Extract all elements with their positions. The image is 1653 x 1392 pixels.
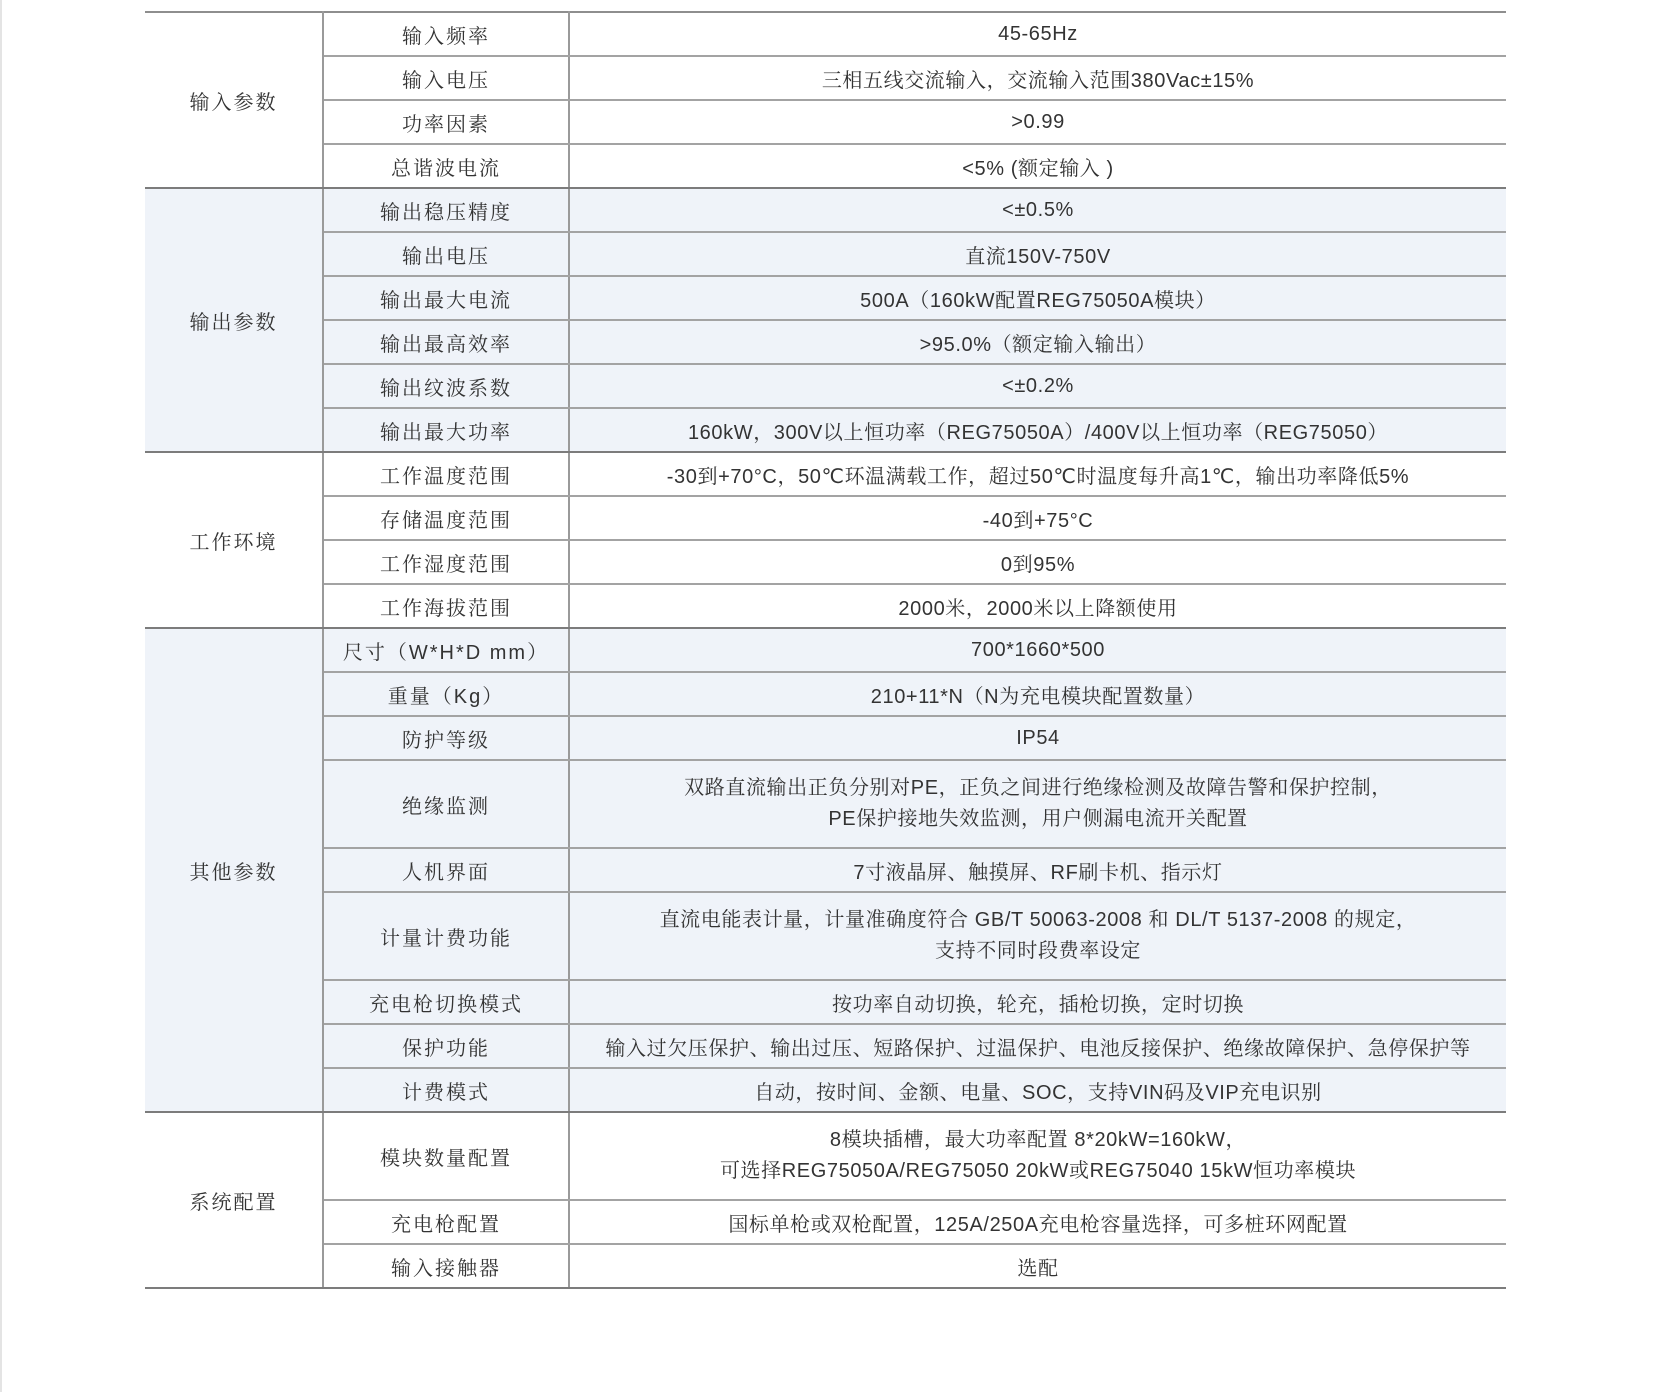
param-value: >95.0%（额定输入输出）: [569, 320, 1506, 364]
group-label: 其他参数: [145, 628, 323, 1112]
table-row: [145, 320, 1506, 364]
param-value-line: 可选择REG75050A/REG75050 20kW或REG75040 15kW恒功率模块: [719, 1160, 1357, 1182]
param-label: 充电枪配置: [323, 1200, 569, 1244]
table-row: [145, 1200, 1506, 1244]
table-row: [145, 276, 1506, 320]
group-label: 输入参数: [145, 12, 323, 188]
param-value-line: 双路直流输出正负分别对PE，正负之间进行绝缘检测及故障告警和保护控制，: [684, 777, 1392, 799]
param-label: 输出纹波系数: [323, 364, 569, 408]
param-value: >0.99: [569, 100, 1506, 144]
param-label: 充电枪切换模式: [323, 980, 569, 1024]
param-label: 输出电压: [323, 232, 569, 276]
param-label: 计量计费功能: [323, 892, 569, 980]
param-label: 输入频率: [323, 12, 569, 56]
table-row: [145, 232, 1506, 276]
table-row: [145, 584, 1506, 628]
param-value: 210+11*N（N为充电模块配置数量）: [569, 672, 1506, 716]
param-label: 输出最大电流: [323, 276, 569, 320]
table-row: [145, 144, 1506, 188]
param-value: 160kW，300V以上恒功率（REG75050A）/400V以上恒功率（REG75050）: [569, 408, 1506, 452]
param-value: 自动，按时间、金额、电量、SOC，支持VIN码及VIP充电识别: [569, 1068, 1506, 1112]
param-label: 重量（Kg）: [323, 672, 569, 716]
param-value: 45-65Hz: [569, 12, 1506, 56]
spec-table-body: [145, 12, 1506, 1288]
table-row: [145, 12, 1506, 56]
param-value-line: 支持不同时段费率设定: [935, 940, 1141, 962]
param-value: <±0.2%: [569, 364, 1506, 408]
table-row: [145, 452, 1506, 496]
param-label: 人机界面: [323, 848, 569, 892]
param-label: 输出稳压精度: [323, 188, 569, 232]
table-row: [145, 760, 1506, 848]
param-label: 绝缘监测: [323, 760, 569, 848]
table-row: [145, 496, 1506, 540]
param-value: 直流150V-750V: [569, 232, 1506, 276]
param-label: 计费模式: [323, 1068, 569, 1112]
table-row: [145, 188, 1506, 232]
param-label: 输出最大功率: [323, 408, 569, 452]
table-row: [145, 364, 1506, 408]
param-value: 2000米，2000米以上降额使用: [569, 584, 1506, 628]
param-value: <5% (额定输入 ): [569, 144, 1506, 188]
param-label: 输出最高效率: [323, 320, 569, 364]
table-row: [145, 540, 1506, 584]
spec-table-container: [145, 11, 1506, 1289]
param-value: <±0.5%: [569, 188, 1506, 232]
param-value: -30到+70°C，50℃环温满载工作，超过50℃时温度每升高1℃，输出功率降低5%: [569, 452, 1506, 496]
param-label: 工作温度范围: [323, 452, 569, 496]
table-row: [145, 628, 1506, 672]
spec-table: [145, 11, 1506, 1289]
table-row: [145, 56, 1506, 100]
table-row: [145, 672, 1506, 716]
table-row: [145, 1068, 1506, 1112]
param-value: [569, 1112, 1506, 1200]
table-row: [145, 980, 1506, 1024]
param-value: 0到95%: [569, 540, 1506, 584]
param-value: 700*1660*500: [569, 628, 1506, 672]
table-row: [145, 408, 1506, 452]
table-row: [145, 1244, 1506, 1288]
group-label: 工作环境: [145, 452, 323, 628]
param-label: 工作海拔范围: [323, 584, 569, 628]
param-value: 三相五线交流输入，交流输入范围380Vac±15%: [569, 56, 1506, 100]
table-row: [145, 1112, 1506, 1200]
param-label: 尺寸（W*H*D mm）: [323, 628, 569, 672]
param-value-line: 8模块插槽，最大功率配置 8*20kW=160kW，: [829, 1129, 1247, 1151]
table-row: [145, 716, 1506, 760]
param-label: 输入接触器: [323, 1244, 569, 1288]
param-label: 总谐波电流: [323, 144, 569, 188]
param-value: 输入过欠压保护、输出过压、短路保护、过温保护、电池反接保护、绝缘故障保护、急停保护等: [569, 1024, 1506, 1068]
param-label: 防护等级: [323, 716, 569, 760]
param-value: 500A（160kW配置REG75050A模块）: [569, 276, 1506, 320]
param-value-line: 直流电能表计量，计量准确度符合 GB/T 50063-2008 和 DL/T 5137-2008 的规定，: [659, 909, 1417, 931]
group-label: 输出参数: [145, 188, 323, 452]
param-label: 工作湿度范围: [323, 540, 569, 584]
param-label: 保护功能: [323, 1024, 569, 1068]
table-row: [145, 848, 1506, 892]
param-value-line: PE保护接地失效监测，用户侧漏电流开关配置: [828, 808, 1248, 830]
param-label: 模块数量配置: [323, 1112, 569, 1200]
param-label: 功率因素: [323, 100, 569, 144]
param-label: 存储温度范围: [323, 496, 569, 540]
page-edge-divider: [0, 0, 2, 1392]
group-label: 系统配置: [145, 1112, 323, 1288]
param-value: 7寸液晶屏、触摸屏、RF刷卡机、指示灯: [569, 848, 1506, 892]
param-value: [569, 760, 1506, 848]
param-label: 输入电压: [323, 56, 569, 100]
param-value: IP54: [569, 716, 1506, 760]
table-row: [145, 1024, 1506, 1068]
table-row: [145, 892, 1506, 980]
table-row: [145, 100, 1506, 144]
param-value: 按功率自动切换，轮充，插枪切换，定时切换: [569, 980, 1506, 1024]
param-value: -40到+75°C: [569, 496, 1506, 540]
param-value: [569, 892, 1506, 980]
param-value: 国标单枪或双枪配置，125A/250A充电枪容量选择，可多桩环网配置: [569, 1200, 1506, 1244]
param-value: 选配: [569, 1244, 1506, 1288]
